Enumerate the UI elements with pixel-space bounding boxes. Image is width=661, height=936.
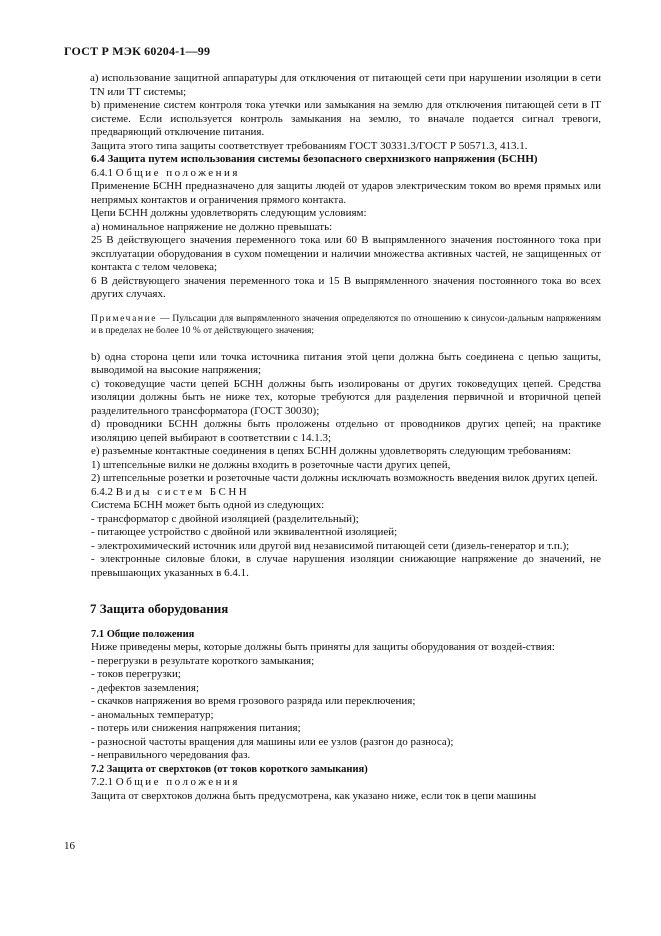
measure-item: - потерь или снижения напряжения питания;: [91, 722, 301, 734]
document-body: [91, 72, 601, 803]
condition-d: d) проводники БСНН должны быть проложены отдельно от проводников других цепей; на практике изоляцию цепей выбирают в соответствии с 14.1.3;: [91, 418, 601, 444]
section-6-4-1-heading: [91, 167, 601, 181]
condition-a-6v: 6 В действующего значения переменного тока и 15 В выпрямленного значения постоянного тока во всех других случаях.: [91, 274, 601, 300]
measure-item: - аномальных температур;: [91, 708, 214, 721]
paragraph-7-1: Ниже приведены меры, которые должны быть приняты для защиты оборудования от воздей-ствия:: [91, 641, 555, 653]
section-title: Общие положения: [115, 776, 240, 788]
condition-e-1: 1) штепсельные вилки не должны входить в розеточные части других цепей,: [91, 458, 451, 471]
measure-item: - разносной частоты вращения для машины или ее узлов (разгон до разноса);: [91, 735, 454, 748]
paragraph-a-tn-tt: a) использование защитной аппаратуры для отключения от питающей сети при нарушении изоляции в сети TN или TT системы;: [90, 72, 601, 98]
paragraph-6-4-2: Система БСНН может быть одной из следующих:: [91, 499, 325, 511]
section-title: Общие положения: [115, 166, 240, 179]
system-item: - питающее устройство с двойной или эквивалентной изоляцией;: [91, 526, 398, 538]
measure-item: - токов перегрузки;: [91, 668, 181, 680]
section-6-4-heading: 6.4 Защита путем использования системы безопасного сверхнизкого напряжения (БСНН): [91, 153, 538, 165]
section-number: 7.2.1: [91, 776, 113, 788]
paragraph-6-4-1: Применение БСНН предназначено для защиты людей от ударов электрическим током во время прямых или непрямых контактов и ограничения прямого контакта.: [91, 180, 601, 206]
document-header: ГОСТ Р МЭК 60204-1—99: [64, 44, 211, 58]
page-number: 16: [64, 840, 75, 852]
note-label: Примечание: [91, 313, 158, 324]
paragraph-7-2-1: Защита от сверхтоков должна быть предусмотрена, как указано ниже, если ток в цепи машины: [91, 789, 537, 802]
section-7-1-heading: 7.1 Общие положения: [91, 628, 195, 640]
note-text: — Пульсации для выпрямленного значения определяются по отношению к синусои-дальным напряжениям и в пределах не более 10 % от действующего значения;: [91, 313, 601, 336]
condition-e: e) разъемные контактные соединения в цепях БСНН должны удовлетворять следующим требованиям:: [91, 445, 572, 457]
system-item: - электронные силовые блоки, в случае нарушения изоляции снижающие напряжение до значений, не превышающих указанных в 6.4.1.: [91, 553, 601, 579]
condition-b: b) одна сторона цепи или точка источника питания этой цепи должна быть соединена с цепью защиты, выводимой на высокие напряжения;: [91, 350, 601, 376]
system-item: - электрохимический источник или другой вид независимой питающей сети (дизель-генератор и т.п.);: [91, 539, 570, 552]
section-number: 6.4.1: [91, 166, 113, 179]
note: [91, 313, 601, 337]
condition-a: a) номинальное напряжение не должно превышать:: [91, 220, 333, 233]
condition-a-25v: 25 В действующего значения переменного тока или 60 В выпрямленного значения постоянного тока при эксплуатации оборудования в сухом помещении и наличии множества активных частей, не защищенных от контакта с телом человека;: [91, 234, 601, 273]
section-6-4-2-heading: [91, 486, 601, 500]
measure-item: - перегрузки в результате короткого замыкания;: [91, 654, 315, 667]
measure-item: - дефектов заземления;: [91, 681, 200, 694]
condition-e-2: 2) штепсельные розетки и розеточные части должны исключать возможность введения вилок других цепей.: [91, 472, 598, 484]
condition-c: c) токоведущие части цепей БСНН должны быть изолированы от других токоведущих цепей. Средства изоляции должны быть не ниже тех, которые требуются для разделения первичной и вторичной цепей разделительного трансформатора (ГОСТ 30030);: [91, 377, 601, 417]
measure-item: - неправильного чередования фаз.: [91, 749, 251, 761]
section-7-heading: 7 Защита оборудования: [90, 601, 229, 616]
measure-item: - скачков напряжения во время грозового разряда или переключения;: [91, 695, 416, 707]
system-item: - трансформатор с двойной изоляцией (разделительный);: [91, 512, 359, 525]
section-title: Виды систем БСНН: [115, 485, 250, 498]
section-7-2-1-heading: [91, 776, 601, 790]
section-7-2-heading: 7.2 Защита от сверхтоков (от токов короткого замыкания): [91, 763, 368, 775]
paragraph-conditions: Цепи БСНН должны удовлетворять следующим условиям:: [91, 207, 367, 219]
section-number: 6.4.2: [91, 485, 113, 498]
paragraph-b-it: b) применение систем контроля тока утечки или замыкания на землю для отключения питающей сети в IT системе. Если используется контроль замыкания на землю, то вначале подается сигнал тревоги, предваряющий отключение питания.: [91, 99, 601, 138]
paragraph-requirements: Защита этого типа защиты соответствует требованиям ГОСТ 30331.3/ГОСТ Р 50571.3, 413.1.: [91, 139, 528, 152]
